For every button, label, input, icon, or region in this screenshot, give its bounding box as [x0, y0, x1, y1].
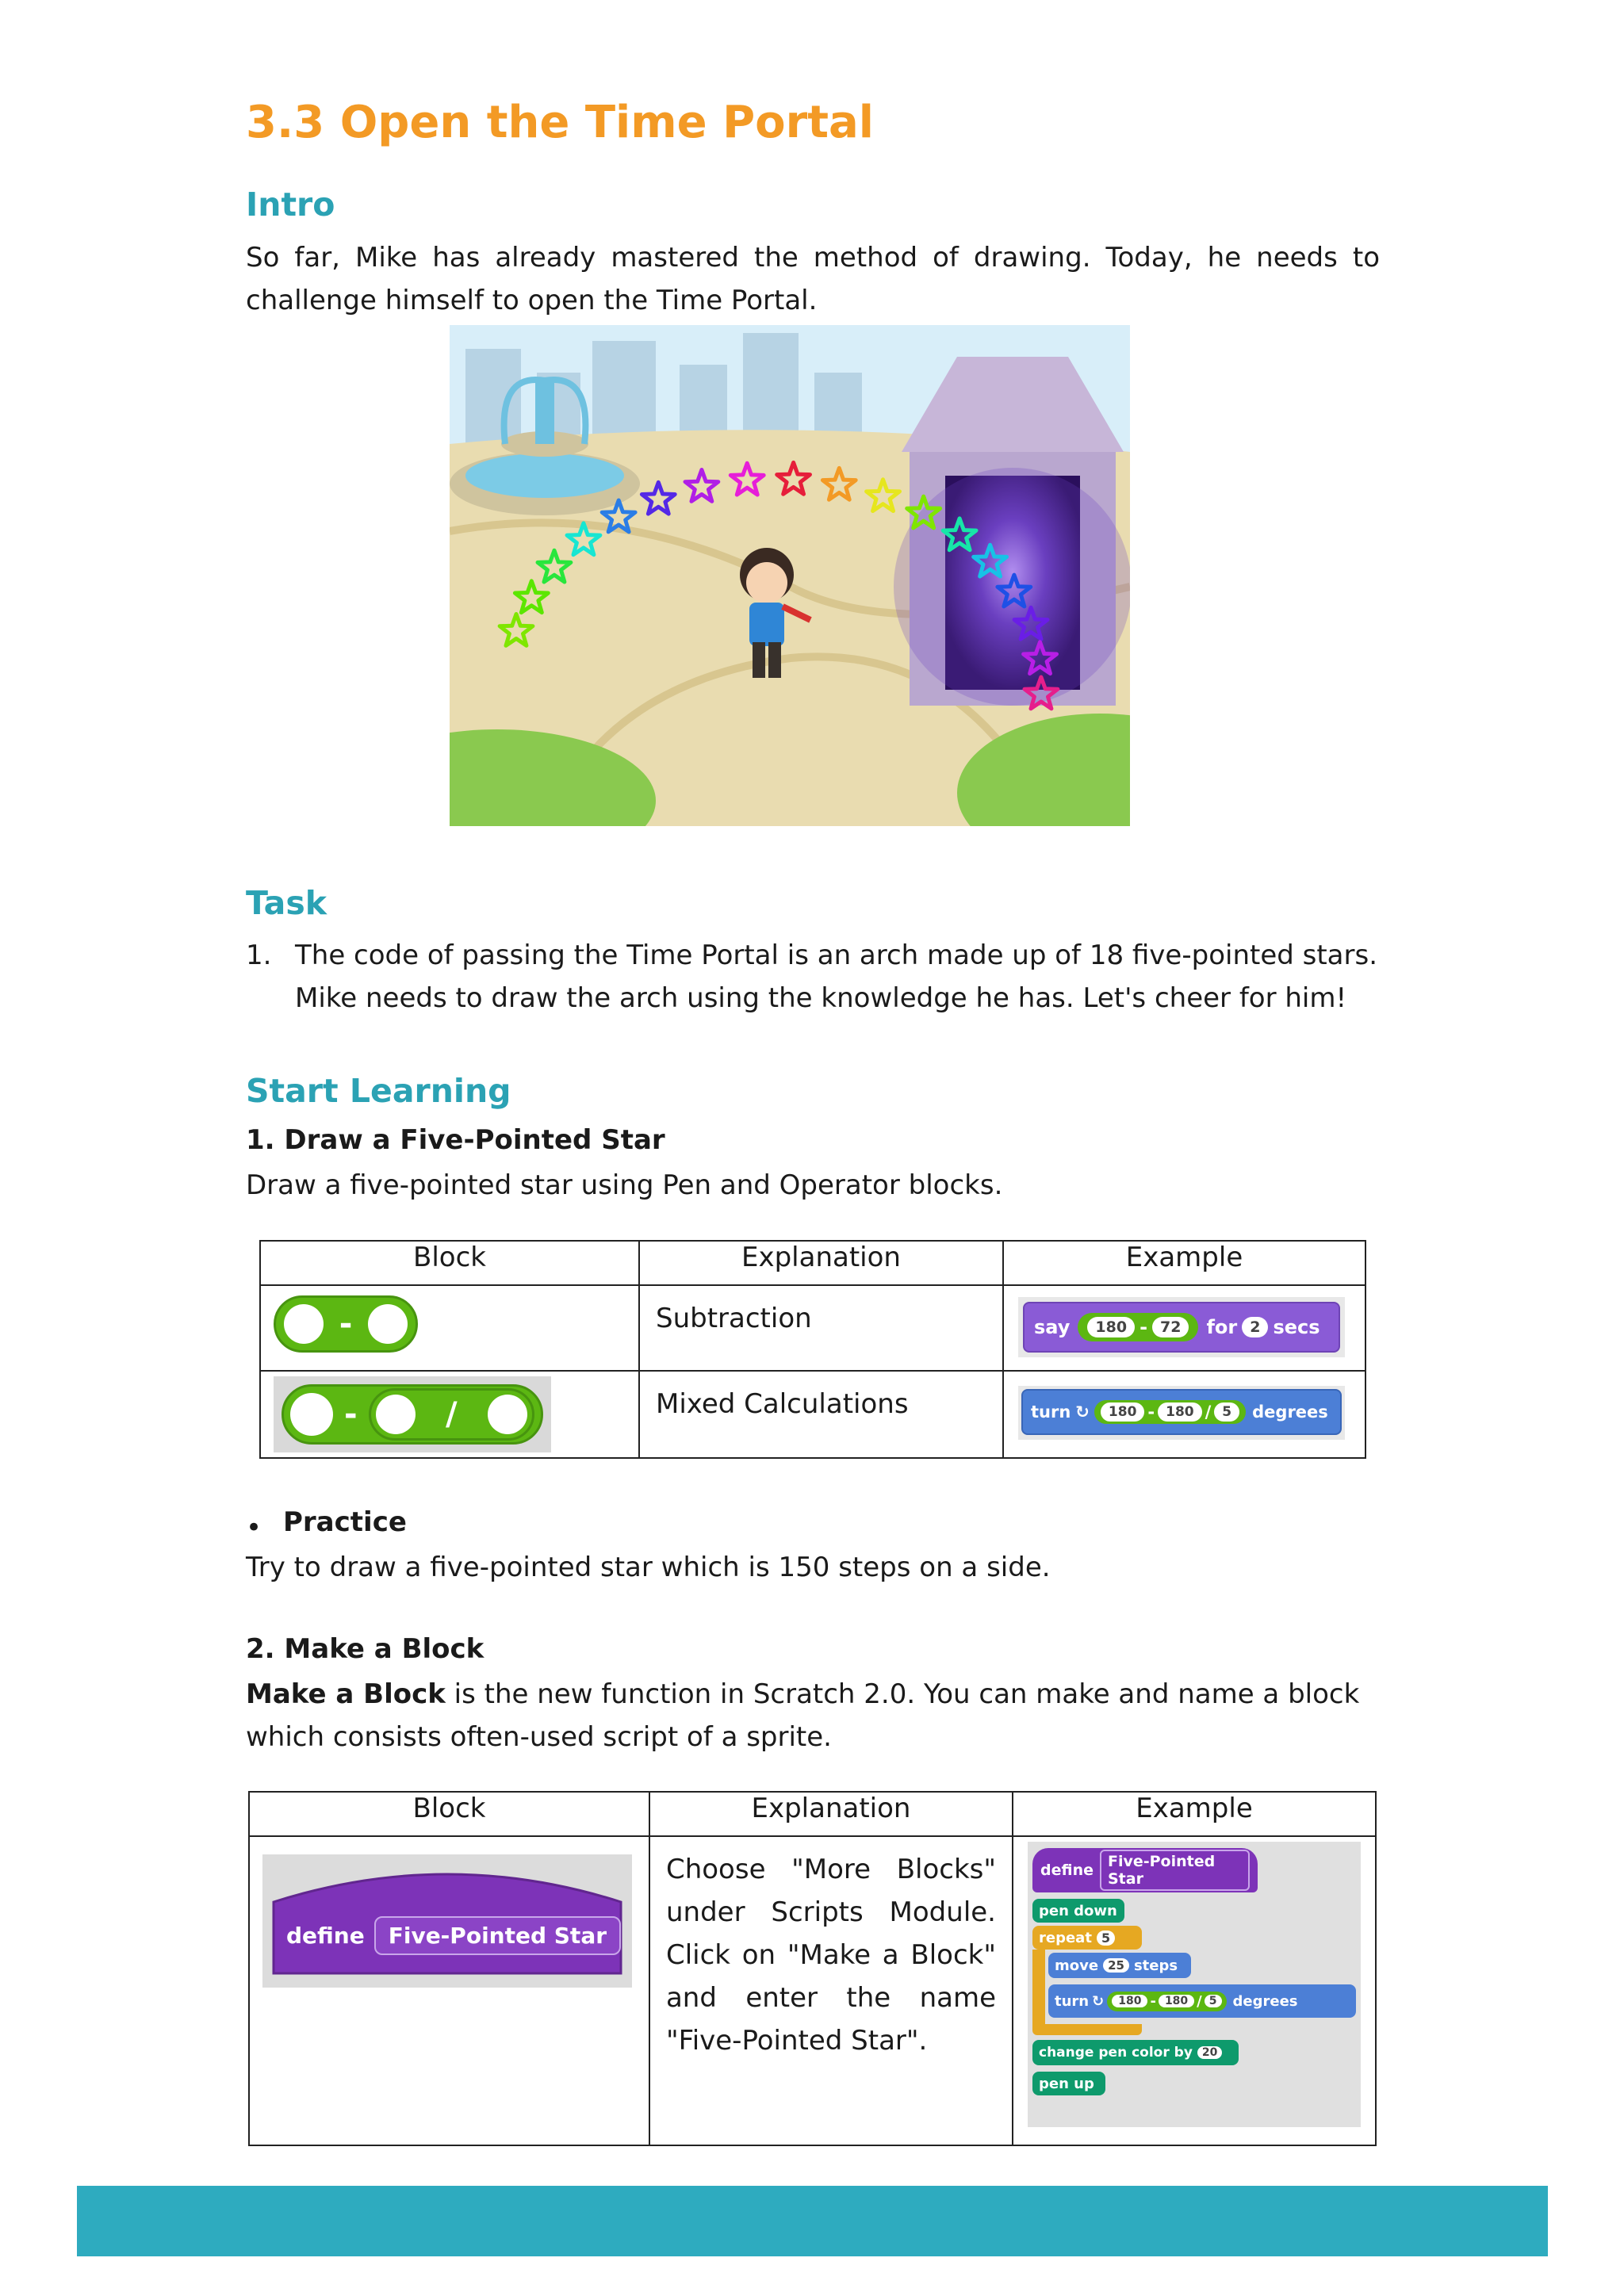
define-block [1032, 1848, 1258, 1892]
section2-text [246, 1673, 1380, 1758]
value-a: 180 [1101, 1402, 1145, 1422]
section1-text: Draw a five-pointed star using Pen and Operator blocks. [246, 1169, 1003, 1201]
time-portal-gate [894, 357, 1130, 706]
minus-symbol: - [339, 1306, 353, 1342]
footer-bar [77, 2186, 1548, 2256]
repeat-end [1032, 2024, 1142, 2035]
practice-title: Practice [283, 1506, 407, 1538]
block-name: Five-Pointed Star [1100, 1850, 1250, 1891]
table2-header-example: Example [1013, 1792, 1376, 1836]
repeat-arm [1032, 1950, 1045, 2030]
minus-symbol: - [344, 1396, 358, 1433]
subtraction-explanation: Subtraction [639, 1285, 1003, 1371]
move-block[interactable]: move 25 steps [1048, 1953, 1191, 1978]
section2-body: is the new function in Scratch 2.0. You can make and name a block which consists often-used script of a sprite. [246, 1678, 1360, 1753]
define-hat-block [262, 1854, 632, 1988]
input-slot [284, 1304, 324, 1344]
op: - [1139, 1316, 1148, 1338]
value-b: 72 [1152, 1317, 1189, 1337]
pen-down-block[interactable]: pen down [1032, 1899, 1124, 1923]
intro-text: So far, Mike has already mastered the method of drawing. Today, he needs to challenge himself to open the Time Portal. [246, 242, 1380, 316]
secs-label: secs [1273, 1316, 1320, 1338]
table1-header-explanation: Explanation [639, 1241, 1003, 1285]
start-learning-heading: Start Learning [246, 1072, 511, 1110]
mixed-reporter [1094, 1400, 1246, 1424]
script-example-cell [1013, 1836, 1376, 2145]
op2: / [1205, 1402, 1212, 1422]
subtraction-reporter [1078, 1313, 1198, 1341]
table2-header-block: Block [249, 1792, 649, 1836]
practice-text: Try to draw a five-pointed star which is 150 steps on a side. [246, 1552, 1051, 1583]
make-a-block-table [248, 1791, 1377, 2146]
task-heading: Task [246, 884, 327, 922]
block-name: Five-Pointed Star [374, 1916, 621, 1955]
five-pointed-star-script [1028, 1842, 1361, 2127]
change-pen-color-block[interactable]: change pen color by 20 [1032, 2040, 1239, 2065]
for-label: for [1206, 1316, 1238, 1338]
intro-heading: Intro [246, 186, 335, 224]
task-text: The code of passing the Time Portal is an arch made up of 18 five-pointed stars. Mike needs to draw the arch using the knowledge he has. Let's cheer for him! [295, 939, 1378, 1014]
page-title: 3.3 Open the Time Portal [246, 97, 874, 148]
value-c: 5 [1214, 1402, 1239, 1422]
input-slot [290, 1393, 333, 1436]
section2-title: 2. Make a Block [246, 1633, 485, 1665]
make-block-explanation: Choose "More Blocks" under Scripts Module. Click on "Make a Block" and enter the name "Five-Pointed Star". [649, 1836, 1013, 2145]
task-number: 1. [246, 939, 272, 971]
define-label: define [286, 1923, 365, 1949]
subtraction-block-cell [260, 1285, 639, 1371]
rotate-cw-icon: ↻ [1075, 1402, 1090, 1422]
rotate-cw-icon: ↻ [1092, 1992, 1105, 2010]
mixed-example-cell [1003, 1371, 1365, 1458]
op1: - [1147, 1402, 1155, 1422]
define-label: define [1040, 1862, 1094, 1879]
divide-symbol: / [446, 1396, 458, 1433]
input-slot [368, 1304, 408, 1344]
value-b: 180 [1158, 1402, 1202, 1422]
mixed-calc-block [274, 1376, 551, 1452]
degrees-label: degrees [1252, 1402, 1328, 1422]
turn-label: turn [1031, 1402, 1071, 1422]
input-slot [376, 1395, 416, 1434]
section1-title: 1. Draw a Five-Pointed Star [246, 1124, 665, 1156]
make-a-block-bold: Make a Block [246, 1678, 446, 1710]
subtraction-block [274, 1295, 418, 1353]
value-a: 180 [1087, 1317, 1135, 1337]
subtraction-example-cell [1003, 1285, 1365, 1371]
mixed-explanation: Mixed Calculations [639, 1371, 1003, 1458]
repeat-block[interactable]: repeat 5 [1032, 1926, 1142, 1950]
say-label: say [1034, 1316, 1071, 1338]
time-portal-illustration [450, 325, 1130, 826]
input-slot [488, 1395, 527, 1434]
pen-up-block[interactable]: pen up [1032, 2072, 1105, 2095]
mixed-block-cell [260, 1371, 639, 1458]
table1-header-block: Block [260, 1241, 639, 1285]
secs-value: 2 [1242, 1317, 1268, 1337]
table1-header-example: Example [1003, 1241, 1365, 1285]
turn-block[interactable]: turn ↻ 180 - 180 / 5 degrees [1048, 1984, 1356, 2018]
say-block-example [1018, 1297, 1345, 1357]
turn-block-example [1018, 1386, 1345, 1440]
define-block-cell [249, 1836, 649, 2145]
bullet-icon: • [246, 1512, 262, 1544]
operator-blocks-table [259, 1240, 1366, 1459]
table2-header-explanation: Explanation [649, 1792, 1013, 1836]
